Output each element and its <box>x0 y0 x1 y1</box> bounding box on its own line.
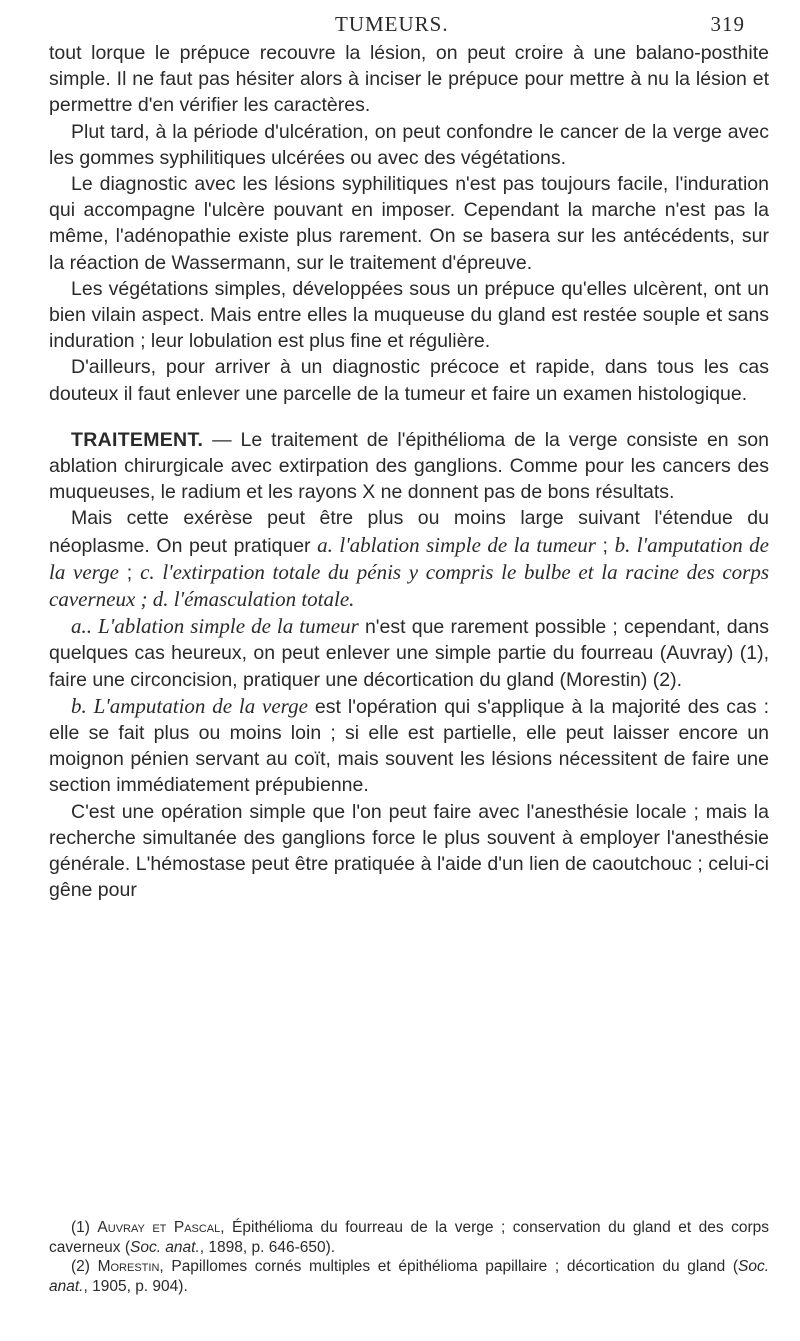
paragraph-syphilis-diagnosis: Le diagnostic avec les lésions syphilitiques n'est pas toujours facile, l'induration qui accompagne l'ulcère pouvant en imposer. Cependant la marche n'est pas la même, l'adénopathie existe plus rarement. On se basera sur les antécédents, sur la réaction de Wassermann, sur le traitement d'épreuve. <box>49 173 769 274</box>
options-sep-1: ; <box>595 534 615 557</box>
footnote-1-journal: Soc. anat. <box>129 1238 200 1256</box>
page-number: 319 <box>710 12 745 36</box>
simple-ablation-title: a.. L'ablation simple de la tumeur <box>71 614 359 639</box>
simple-ablation-text: n'est que rarement possible ; cependant, dans quelques cas heureux, on peut enlever une simple partie du fourreau (Auvray) (1), faire une circoncision, pratiquer une décortication du gland (Morestin) (2). <box>49 616 769 691</box>
section-heading-treatment: TRAITEMENT. <box>71 428 204 451</box>
footnote-2-journal: Soc. anat. <box>49 1258 769 1295</box>
running-title: TUMEURS. <box>335 12 449 36</box>
footnote-1-authors: Auvray et Pascal <box>97 1219 221 1236</box>
treatment-text: — Le traitement de l'épithélioma de la verge consiste en son ablation chirurgicale avec extirpation des ganglions. Comme pour les cancers des muqueuses, le radium et les rayons X ne donnent pas de bons résultats. <box>49 428 769 504</box>
footnote-2-text-b: , 1905, p. 904). <box>83 1277 188 1295</box>
footnote-2 <box>49 1257 769 1296</box>
options-intro: Mais cette exérèse peut être plus ou moins large suivant l'étendue du néoplasme. On peut pratiquer <box>49 507 769 557</box>
running-head <box>0 12 800 36</box>
footnote-2-text-a: , Papillomes cornés multiples et épithélioma papillaire ; décortication du gland ( <box>159 1258 738 1275</box>
body-text <box>49 40 769 904</box>
footnote-2-mark: (2) <box>71 1258 98 1275</box>
paragraph-vegetations: Les végétations simples, développées sous un prépuce qu'elles ulcèrent, ont un bien vilain aspect. Mais entre elles la muqueuse du gland est restée souple et sans induration ; leur lobulation est plus fine et régulière. <box>49 277 769 353</box>
option-a: a. l'ablation simple de la tumeur <box>317 532 596 557</box>
options-sep-2: ; <box>118 561 141 584</box>
footnote-1-mark: (1) <box>71 1219 98 1236</box>
option-b: b. l'amputation de la verge <box>49 532 770 584</box>
footnote-1-text-a: , Épithélioma du fourreau de la verge ; conservation du gland et des corps caverneux ( <box>49 1219 769 1256</box>
paragraph-balanoposthitis: tout lorque le prépuce recouvre la lésion, on peut croire à une balano-posthite simple. Il ne faut pas hésiter alors à inciser le prépuce pour mettre à nu la lésion et permettre d'en vérifier les caractères. <box>49 42 769 117</box>
paragraph-early-diagnosis: D'ailleurs, pour arriver à un diagnostic précoce et rapide, dans tous les cas douteux il faut enlever une parcelle de la tumeur et faire un examen histologique. <box>49 356 769 405</box>
paragraph-amputation <box>49 693 769 799</box>
amputation-text: est l'opération qui s'applique à la majorité des cas : elle se fait plus ou moins loin ; si elle est partielle, elle peut laisser encore un moignon pénien servant au coït, mais souvent les lésions nécessitent de faire une section immédiatement prépubienne. <box>49 695 769 797</box>
paragraph-anesthesia: C'est une opération simple que l'on peut faire avec l'anesthésie locale ; mais la recherche simultanée des ganglions force le plus souvent à employer l'anesthésie générale. L'hémostase peut être pratiquée à l'aide d'un lien de caoutchouc ; celui-ci gêne pour <box>49 800 769 902</box>
footnote-2-author: Morestin <box>97 1258 160 1275</box>
amputation-title: b. L'amputation de la verge <box>71 693 308 718</box>
option-c-d: c. l'extirpation totale du pénis y compris le bulbe et la racine des corps caverneux ; d. l'émasculation totale. <box>49 559 769 612</box>
paragraph-simple-ablation <box>49 613 769 693</box>
footnote-1 <box>49 1218 769 1257</box>
footnotes <box>49 1218 769 1296</box>
paragraph-treatment <box>49 427 769 506</box>
paragraph-ulceration: Plut tard, à la période d'ulcération, on peut confondre le cancer de la verge avec les gommes syphilitiques ulcérées ou avec des végétations. <box>49 120 769 169</box>
paragraph-exeresis-options <box>49 505 769 613</box>
footnote-1-text-b: , 1898, p. 646-650). <box>199 1238 336 1256</box>
